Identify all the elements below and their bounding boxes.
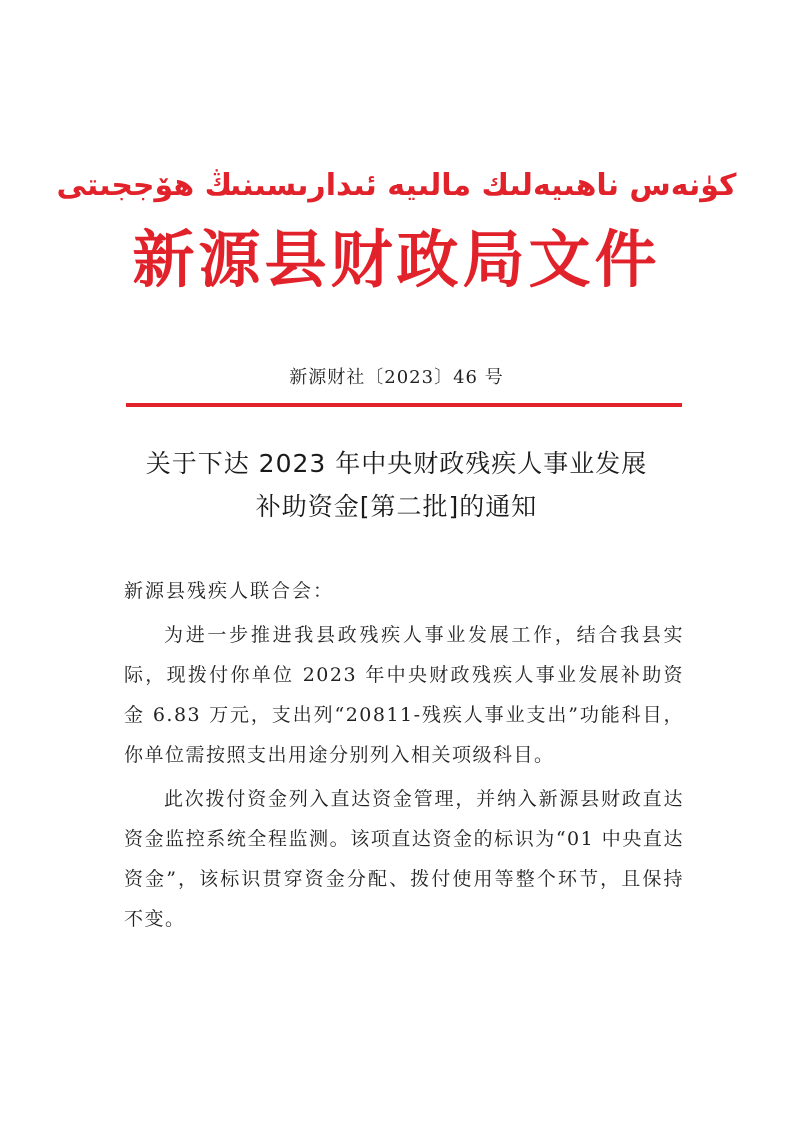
body-paragraph-2: 此次拨付资金列入直达资金管理，并纳入新源县财政直达资金监控系统全程监测。该项直达资金的标识为“01 中央直达资金”，该标识贯穿资金分配、拨付使用等整个环节，且保持不变。 — [124, 788, 684, 930]
notice-title — [0, 442, 793, 528]
salutation: 新源县残疾人联合会： — [124, 580, 335, 602]
document-issuer-title: 新源县财政局文件 — [132, 223, 661, 296]
uyghur-header-title: كۈنەس ناھىيەلىك مالىيە ئىدارىسىنىڭ ھۆججىتى — [56, 168, 737, 203]
notice-title-line-1: 关于下达 2023 年中央财政残疾人事业发展 — [145, 449, 648, 478]
red-divider-line — [126, 403, 682, 407]
body-paragraph-1: 为进一步推进我县政残疾人事业发展工作，结合我县实际，现拨付你单位 2023 年中央财政残疾人事业发展补助资金 6.83 万元，支出列“20811-残疾人事业支出”功能科目，你单位需按照支出用途分别列入相关项级科目。 — [124, 624, 684, 766]
document-number: 新源财社〔2023〕46 号 — [289, 367, 504, 388]
notice-title-line-2: 补助资金[第二批]的通知 — [255, 492, 538, 521]
